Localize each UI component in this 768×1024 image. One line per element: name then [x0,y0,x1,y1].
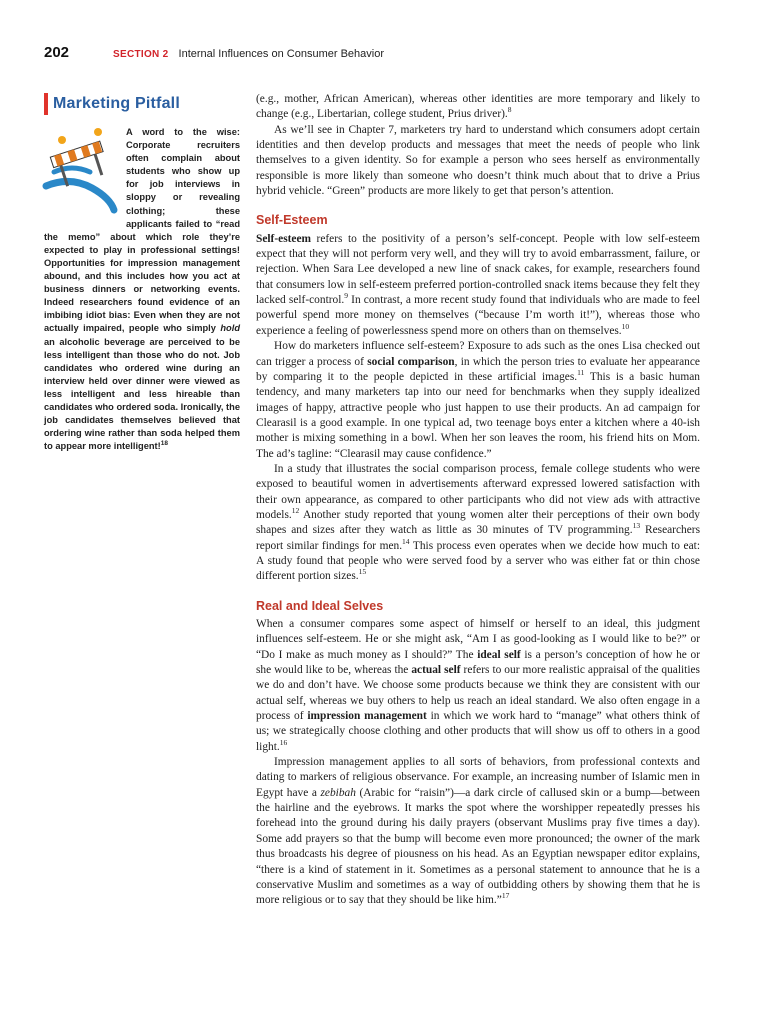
warning-barrier-icon [40,128,120,218]
heading-self-esteem: Self-Esteem [256,213,328,228]
marketing-pitfall-sidebar [44,92,240,453]
footnote-ref: 9 [344,291,348,301]
paragraph: How do marketers influence self-esteem? Exposure to ads such as the ones Lisa checked out can trigger a process of social comparison, in which the person tries to evaluate her appearance by comparing it to the people depicted in these artificial images.$^{11}$ This is a basic human tendency, and many marketers tap into our need for benchmarks when they supply idealized images of happy, attractive people who just happen to use their products. An ad campaign for Clearasil is a good example. In one typical ad, two teenage boys enter a kitchen where a 40-ish mother is mixing something in a bowl. When her son leaves the room, his friend hits on Mom. The ad’s tagline: “Clearasil may cause confidence.” [256,340,700,460]
running-header [44,44,384,64]
footnote-ref: 16 [279,737,288,747]
footnote-ref: 12 [291,506,300,516]
footnote-ref: 13 [632,521,641,531]
main-column [256,92,700,909]
section-label: SECTION 2 [113,49,169,60]
footnote-ref: 11 [577,368,585,378]
page-number: 202 [44,44,70,61]
paragraph: Self-esteem refers to the positivity of a person’s self-concept. People with low self-esteem expect that they will not perform very well, and they will try to avoid embarrassment, failure, or rejection. When Sara Lee developed a new line of snack cakes, for example, researchers found that consumers low in self-esteem preferred portion-controlled snack items because they felt they lacked self-control.$^9$ In contrast, a more recent study found that individuals who are made to feel powerful spend more money on themselves (“because I’m worth it!”), whereas those who experience a feeling of powerlessness spend more on others than on themselves.$^{10}$ [256,232,701,337]
footnote-ref: 8 [507,105,512,115]
paragraph: (e.g., mother, African American), whereas other identities are more temporary and likely to change (e.g., Libertarian, college student, Prius driver).$^8$ [256,93,700,121]
paragraph: As we’ll see in Chapter 7, marketers try hard to understand which consumers adopt certain identities and then develop products and messages that meet the needs of people who link themselves to a given identity. So for example a person who sees herself as environmentally responsible is more likely than someone who doesn’t think much about that to drive a Prius hybrid vehicle. “Green” products are more likely to get that person’s attention. [256,123,700,198]
footnote-ref: 14 [402,536,410,546]
sidebar-accent-bar [44,93,48,115]
footnote-ref: 10 [621,322,630,332]
footnote-ref: 17 [501,891,510,901]
paragraph: When a consumer compares some aspect of himself or herself to an ideal, this judgment influences self-esteem. He or she might ask, “Am I as good-looking as I would like to be?” or “Do I make as much money as I should?” The ideal self is a person’s conception of how he or she would like to be, whereas the actual self refers to our more realistic appraisal of the qualities we do and don’t have. We choose some products because we think they are consistent with our actual self, whereas we buy others to help us reach an ideal standard. We also often engage in a process of impression management in which we work hard to “manage” what others think of us; we strategically choose clothing and other products that will show us off to others in a good light.$^{16}$ [256,618,700,753]
sidebar-title: Marketing Pitfall [53,95,180,113]
paragraph: In a study that illustrates the social comparison process, female college students who were exposed to beautiful women in advertisements afterward expressed lowered satisfaction with their own appearance, as compared to other participants who did not view ads with attractive models.$^{12}$ Another study reported that young women alter their perceptions of their own body shapes and sizes after they watch as little as 30 minutes of TV programming.$^{13}$ Researchers report similar findings for men.$^{14}$ This process even operates when we decide how much to eat: A study found that people who were served food by a server who was either fat or thin chose different portion sizes.$^{15}$ [256,462,701,583]
sidebar-text: A word to the wise: Corporate recruiters often complain about students who show up for job interviews in sloppy or revealing clothing; these applicants failed to “read the memo” about which role they’re expected to play in professional settings! Opportunities for impression management abound, and this includes how you act at business dinners or networking events. Indeed researchers found evidence of an imbibing idiot bias: Even when they are not actually impaired, people who simply hold an alcoholic beverage are perceived to be less intelligent than those who do not. Job candidates who ordered wine during an interview held over dinner were viewed as less intelligent and less hireable than candidates who ordered soda. Ironically, the job candidates themselves believed that ordering wine rather than soda helped them to appear more intelligent!$^{18}$ [44,127,240,452]
footnote-ref: 15 [358,567,367,577]
footnote-ref: 18 [160,440,168,448]
heading-real-ideal-selves: Real and Ideal Selves [256,598,384,613]
section-title: Internal Influences on Consumer Behavior [178,48,384,60]
sidebar-heading [44,92,240,116]
paragraph: Impression management applies to all sorts of behaviors, from professional contexts and dating to markers of religious observance. For example, an increasing number of Islamic men in Egypt have a zebibah (Arabic for “raisin”)—a dark circle of callused skin or a bump—between the hairline and the eyebrows. It marks the spot where the worshipper repeatedly presses his forehead into the ground during his daily prayers (observant Muslims pray five times a day). Some add prayers so that the bump will become even more pronounced; the owner of the mark thus broadcasts his degree of piousness on his head. As an Egyptian newspaper editor explains, “there is a kind of statement in it. Sometimes as a personal statement to announce that he is a conservative Muslim and sometimes as a way of outbidding others by showing them that he is more religious or to say that they should be like him.”$^{17}$ [256,756,701,907]
